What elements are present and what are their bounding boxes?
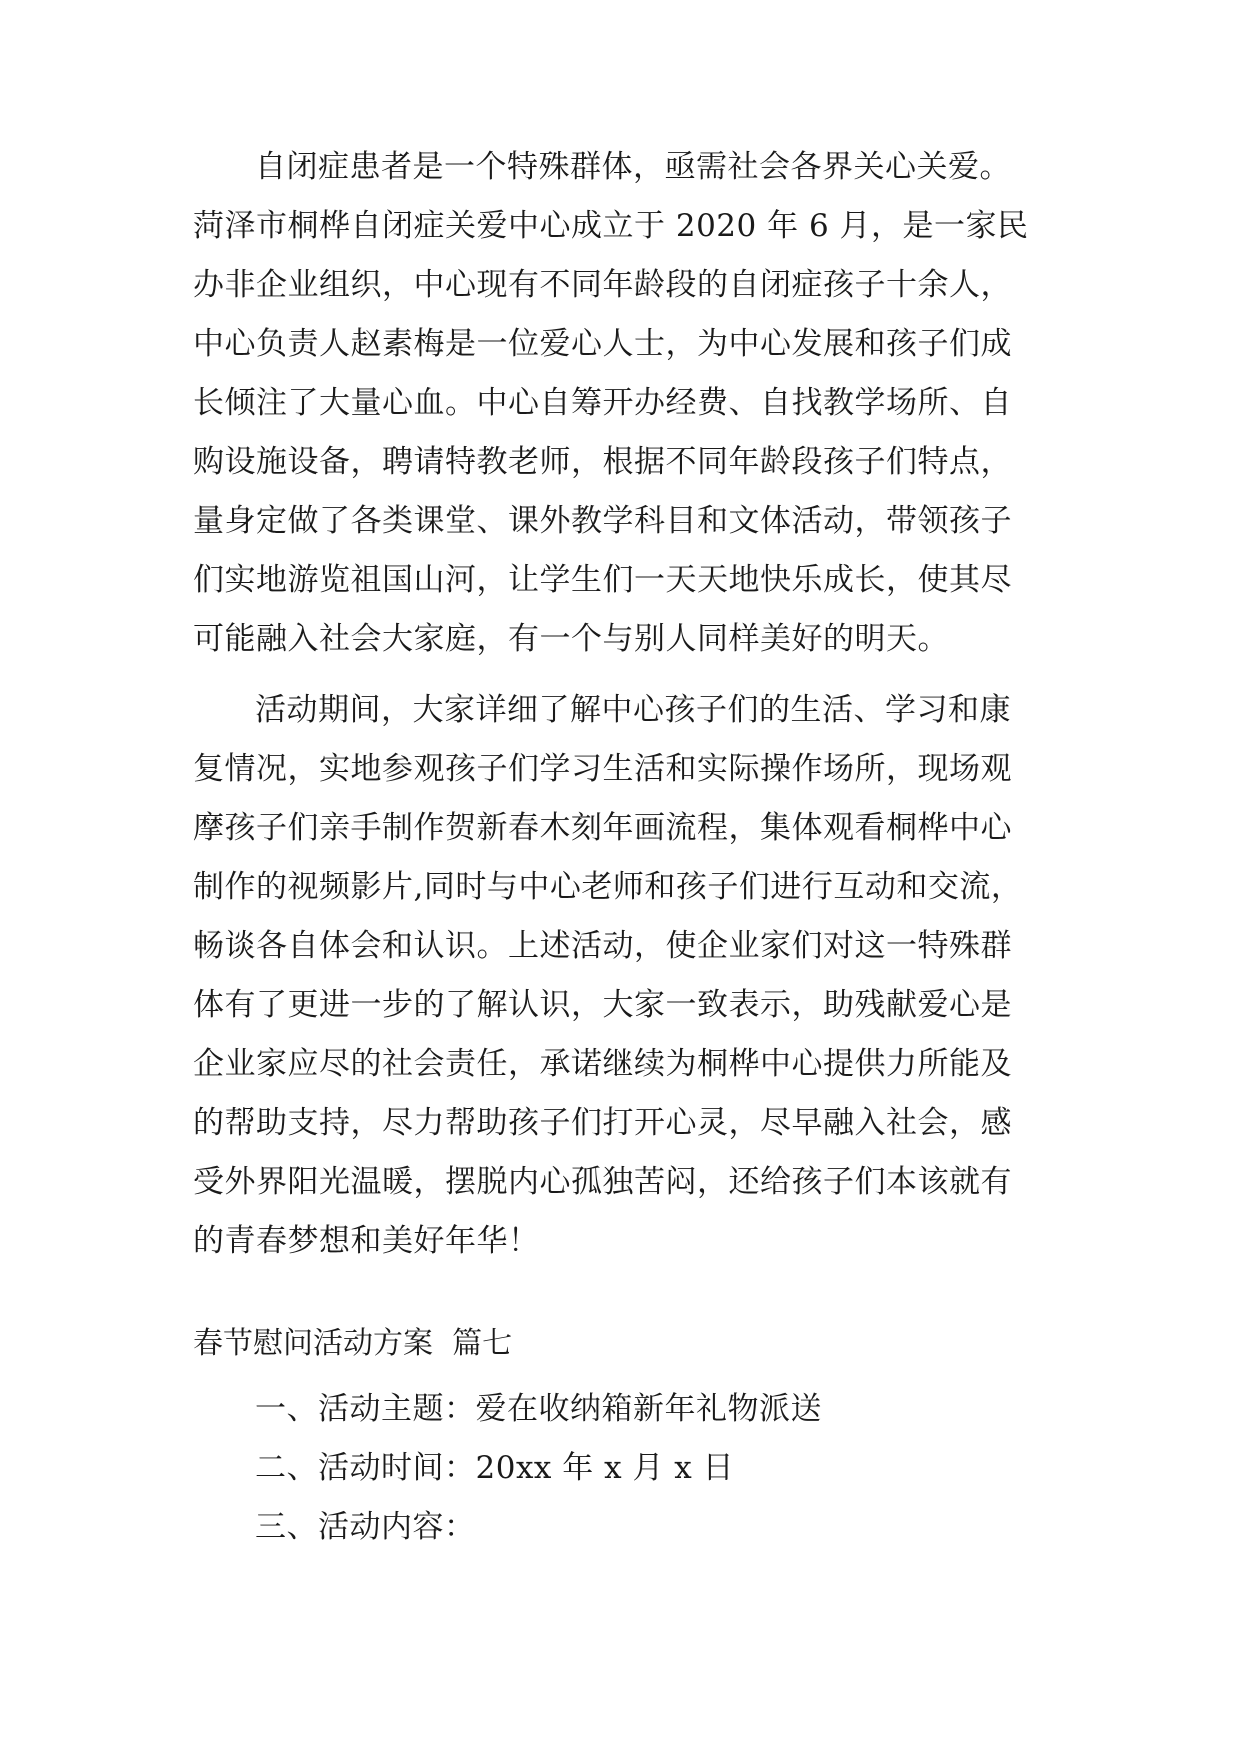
paragraph2-line-6: 体有了更进一步的了解认识，大家一致表示，助残献爱心是	[193, 987, 1012, 1023]
paragraph2-line-5: 畅谈各自体会和认识。上述活动，使企业家们对这一特殊群	[193, 928, 1012, 964]
paragraph2-line-1: 活动期间，大家详细了解中心孩子们的生活、学习和康	[255, 692, 1011, 728]
paragraph2-line-8: 的帮助支持，尽力帮助孩子们打开心灵，尽早融入社会，感	[193, 1105, 1012, 1141]
paragraph1-line-6: 购设施设备，聘请特教老师，根据不同年龄段孩子们特点，	[193, 444, 1012, 480]
paragraph1-line-7: 量身定做了各类课堂、课外教学科目和文体活动，带领孩子	[193, 503, 1012, 539]
paragraph1-line-2: 菏泽市桐桦自闭症关爱中心成立于 2020 年 6 月，是一家民	[193, 208, 1029, 244]
paragraph2-line-3: 摩孩子们亲手制作贺新春木刻年画流程，集体观看桐桦中心	[193, 810, 1012, 846]
paragraph2-line-10: 的青春梦想和美好年华！	[193, 1223, 540, 1259]
section-heading: 春节慰问活动方案 篇七	[193, 1326, 513, 1361]
paragraph1-line-9: 可能融入社会大家庭，有一个与别人同样美好的明天。	[193, 621, 949, 657]
item-activity-theme: 一、活动主题：爱在收纳箱新年礼物派送	[255, 1391, 822, 1427]
paragraph2-line-9: 受外界阳光温暖，摆脱内心孤独苦闷，还给孩子们本该就有	[193, 1164, 1012, 1200]
item-activity-time: 二、活动时间：20xx 年 x 月 x 日	[255, 1450, 735, 1486]
paragraph1-line-3: 办非企业组织，中心现有不同年龄段的自闭症孩子十余人，	[193, 267, 1012, 303]
paragraph2-line-7: 企业家应尽的社会责任，承诺继续为桐桦中心提供力所能及	[193, 1046, 1012, 1082]
paragraph2-line-4: 制作的视频影片,同时与中心老师和孩子们进行互动和交流，	[193, 869, 1023, 905]
paragraph1-line-4: 中心负责人赵素梅是一位爱心人士，为中心发展和孩子们成	[193, 326, 1012, 362]
paragraph1-line-1: 自闭症患者是一个特殊群体，亟需社会各界关心关爱。	[255, 149, 1011, 185]
paragraph2-line-2: 复情况，实地参观孩子们学习生活和实际操作场所，现场观	[193, 751, 1012, 787]
paragraph1-line-8: 们实地游览祖国山河，让学生们一天天地快乐成长，使其尽	[193, 562, 1012, 598]
paragraph1-line-5: 长倾注了大量心血。中心自筹开办经费、自找教学场所、自	[193, 385, 1012, 421]
item-activity-content: 三、活动内容：	[255, 1509, 476, 1545]
